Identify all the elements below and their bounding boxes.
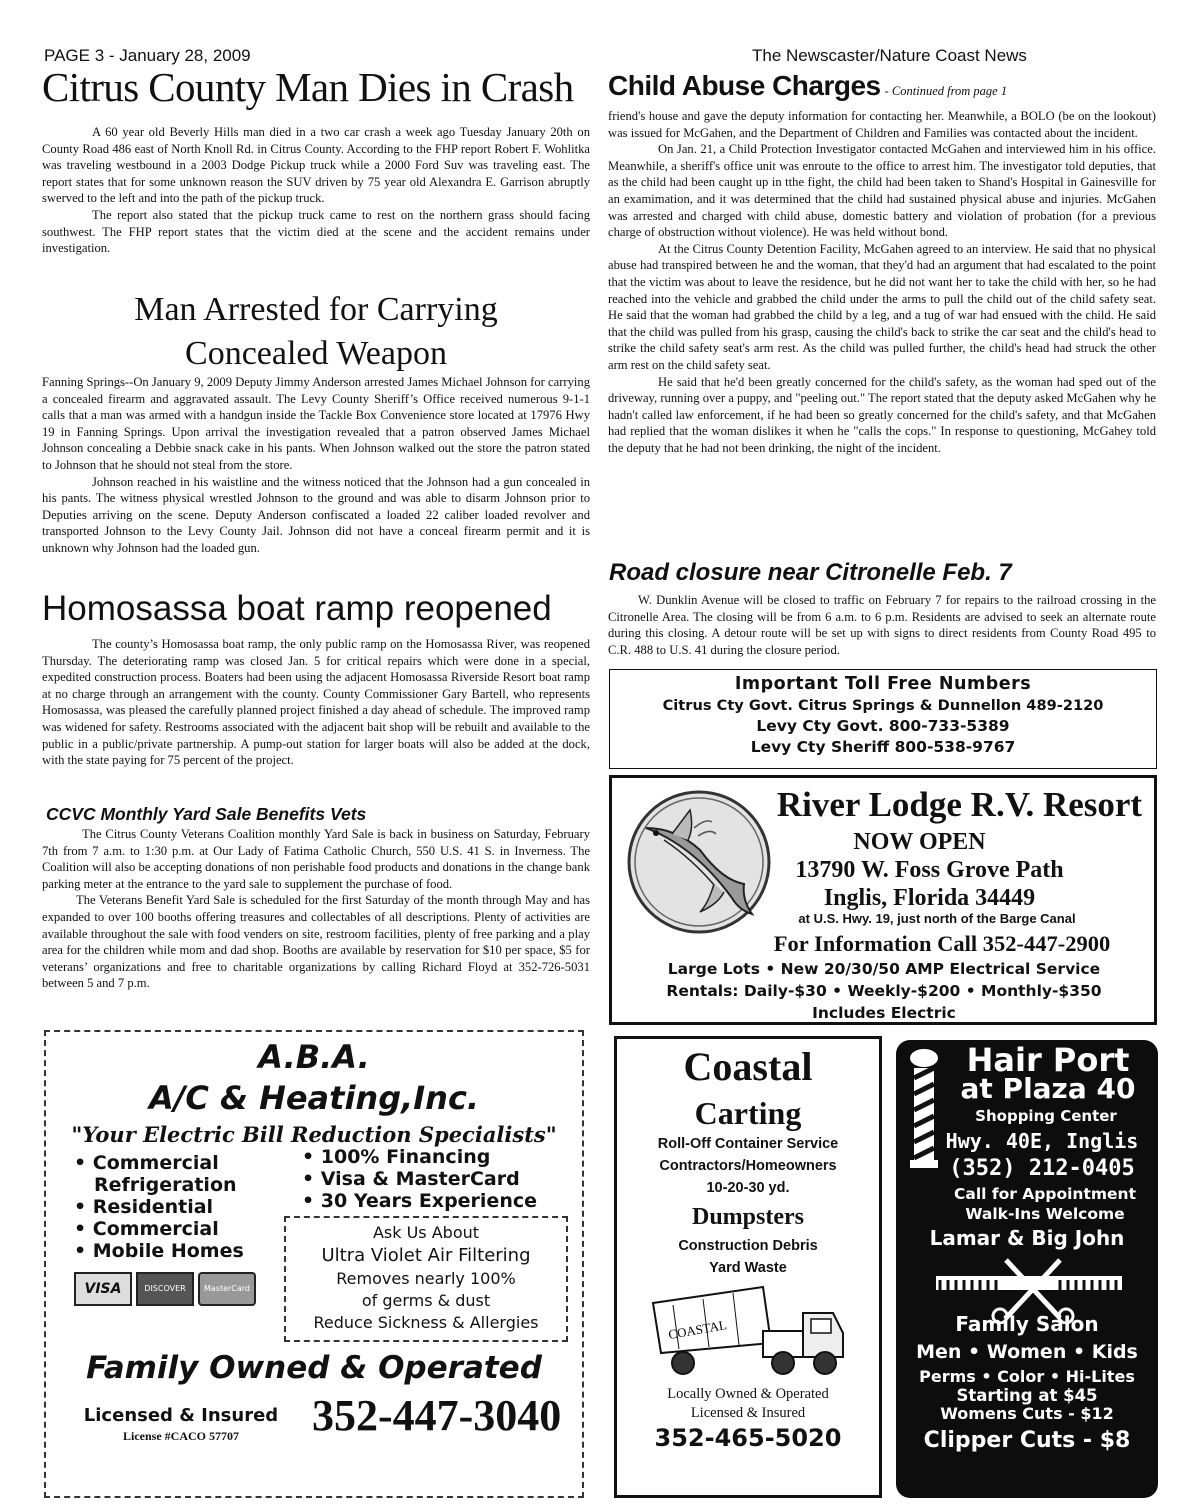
continued-note: - Continued from page 1 [884,84,1008,98]
uv-germs: of germs & dust [361,1291,491,1310]
hair-services: Perms • Color • Hi-Lites [919,1367,1135,1386]
aba-benefit-item: • 30 Years Experience [302,1190,537,1212]
weapon-paragraph: Fanning Springs--On January 9, 2009 Deputy Jimmy Anderson arrested James Michael Johnson for carrying a concealed firearm and aggravated assault. The Levy County Sheriff’s Office received numerous 9-1-1 calls that a man was armed with a handgun inside the Tackle Box Convenience store located at 17976 Hwy 19 in Fanning Springs. Upon arrival the investigation revealed that a patron observed James Michael Johnson concealing a Debbie snack cake in his pants. When Johnson walked out the store the patron stated to Johnson that he should not steal from the store. [42,375,590,472]
river-location: at U.S. Hwy. 19, just north of the Barge Canal [798,911,1076,926]
aba-phone: 352-447-3040 [312,1391,562,1440]
river-lots: Large Lots • New 20/30/50 AMP Electrical Service [667,960,1101,978]
ccvc-paragraph: The Veterans Benefit Yard Sale is scheduled for the first Saturday of the month through May and has expanded to over 100 booths offering treasures and collectables of all descriptions. Plenty of activities are available throughout the sale with food venders on site, restroom facilities, plenty of free parking and a play area for the children while mom and dad shop. Booths are available by reservation for $10 per space, $5 for veterans’ organizations and free to charitable organizations by calling Richard Floyd at 352-726-5031 between 5 and 7 p.m. [42,893,590,991]
aba-title: A.B.A. [258,1038,370,1076]
plaza-title: at Plaza 40 [960,1072,1136,1105]
truck-lettering: COASTAL [667,1317,728,1343]
river-lodge-ad [609,775,1157,1025]
weapon-headline-line1: Man Arrested for Carrying [134,291,498,328]
coastal-carting-ad [614,1036,882,1498]
hair-stylists: Lamar & Big John [929,1226,1125,1250]
aba-ad [44,1030,584,1498]
abuse-paragraph: He said that he'd been greatly concerned for the child's safety, as the woman had sped out of the driveway, running over a puppy, and "peeling out." The report stated that the deputy asked McGahen why he hadn't called law enforcement, if he had been so greatly concerned for the child's safety, and that McGahen had replied that the woman dislikes it when he "calls the cops." In response to questioning, McGahey told the deputy that he had not been drinking, the night of the incident. [608,374,1156,455]
dump-truck-illustration [617,1283,879,1379]
crash-headline: Citrus County Man Dies in Crash [42,64,574,110]
toll-free-line: Citrus Cty Govt. Citrus Springs & Dunnellon 489-2120 [662,697,1104,714]
toll-free-box [609,669,1157,769]
river-includes: Includes Electric [812,1004,956,1022]
river-address-line2: Inglis, Florida 34449 [823,885,1036,911]
uv-reduce: Reduce Sickness & Allergies [313,1313,539,1332]
uv-filter-box [284,1216,568,1342]
boat-paragraph: The county’s Homosassa boat ramp, the only public ramp on the Homosassa River, was reopened Thursday. The deteriorating ramp was closed Jan. 5 for critical repairs which were done in a special, expedited construction process. Boaters had been using the adjacent Homosassa Riverside Resort boat ramp at no charge through an arrangement with the county. County Commissioner Gary Bartell, who represents Homosassa, was pleased the carefully planned project finished a day ahead of schedule. The improved ramp was widened for safety. Restrooms associated with the adjacent bait shop will be rebuilt and available to the public in a public/private partnership. A pump-out station for larger boats will also be added at the dock, with the state paying for 75 percent of the project. [42,637,590,768]
hair-walkins: Walk-Ins Welcome [965,1205,1125,1223]
aba-license-number: License #CACO 57707 [123,1429,239,1443]
road-paragraph: W. Dunklin Avenue will be closed to traffic on February 7 for repairs to the railroad crossing in the Citronelle Area. The closing will be from 6 a.m. to 6 p.m. Residents are advised to seek an alternate route during this closing. A detour route will be set up with signs to direct residents from County Road 495 to C.R. 488 to U.S. 41 during the closure period. [608,593,1156,657]
coastal-title: Coastal [683,1044,813,1089]
abuse-paragraph: friend's house and gave the deputy information for contacting her. Meanwhile, a BOLO (be on the lookout) was issued for McGahen, and the Department of Children and Families was contacted about the incident. [608,109,1156,140]
abuse-headline: Child Abuse Charges [608,70,881,101]
page-date: PAGE 3 - January 28, 2009 [44,46,251,65]
hair-womens-price: Womens Cuts - $12 [940,1404,1114,1423]
hair-clipper-price: Clipper Cuts - $8 [923,1428,1131,1453]
aba-subtitle: A/C & Heating,Inc. [148,1079,480,1117]
hair-call: Call for Appointment [954,1185,1136,1203]
hair-port-title: Hair Port [966,1041,1130,1079]
aba-service-item: • Commercial [74,1152,219,1174]
toll-free-line: Levy Cty Govt. 800-733-5389 [756,717,1010,735]
hair-address: Hwy. 40E, Inglis [945,1129,1139,1153]
river-address-line1: 13790 W. Foss Grove Path [795,857,1064,883]
boat-headline: Homosassa boat ramp reopened [42,589,552,628]
coastal-service: Roll-Off Container Service [657,1136,839,1152]
publication-name: The Newscaster/Nature Coast News [752,46,1027,65]
dumpsters-title: Dumpsters [692,1204,804,1230]
uv-title: Ultra Violet Air Filtering [321,1245,531,1266]
hair-clients: Men • Women • Kids [916,1341,1138,1363]
abuse-paragraph: On Jan. 21, a Child Protection Investigator contacted McGahen and interviewed him in his office. Meanwhile, a sheriff's office unit was enroute to the office to arrest him. The investigator told deputies, that as the child had been caught up in tthe fight, the child had been taken to Shand's Hospital in Gainesville for an examimation, and it was determined that the child had sustained physical abuse and injuries. McGahen was arrested and charged with child abuse, domestic battery and violation of probation (for a previous charge of obstruction without violence). He was held without bond. [608,142,1156,240]
aba-slogan: "Your Electric Bill Reduction Specialists" [71,1122,557,1147]
now-open: NOW OPEN [853,829,986,855]
aba-family-owned: Family Owned & Operated [86,1350,542,1386]
aba-service-item: Refrigeration [94,1174,237,1196]
aba-service-item: • Commercial [74,1218,219,1240]
carting-title: Carting [694,1095,802,1131]
aba-benefit-item: • Visa & MasterCard [302,1168,520,1190]
shopping-center: Shopping Center [975,1107,1117,1125]
uv-removes: Removes nearly 100% [336,1269,516,1288]
discover-logo: DISCOVER [136,1272,194,1306]
crash-paragraph: A 60 year old Beverly Hills man died in a two car crash a week ago Tuesday January 20th on County Road 486 east of North Knoll Rd. in Citrus County. According to the FHP report Robert F. Wohlitka was traveling westbound in a 2003 Dodge Pickup truck while a 2000 Ford Suv was traveling east. The report states that for some unknown reason the SUV driven by 75 year old Alexandra E. Garrison abruptly swerved to the left and into the path of the pickup truck. [42,125,590,206]
aba-licensed: Licensed & Insured [83,1405,279,1426]
river-lodge-title: River Lodge R.V. Resort [776,785,1143,824]
coastal-service: Yard Waste [709,1260,787,1276]
coastal-service: Construction Debris [678,1238,818,1254]
uv-ask: Ask Us About [372,1223,480,1242]
mastercard-logo: MasterCard [198,1272,256,1306]
toll-free-title: Important Toll Free Numbers [734,674,1032,694]
toll-free-line: Levy Cty Sheriff 800-538-9767 [750,738,1016,756]
hair-phone: (352) 212-0405 [949,1156,1135,1181]
aba-service-item: • Residential [74,1196,214,1218]
weapon-paragraph: Johnson reached in his waistline and the witness noticed that the Johnson had a gun concealed in his pants. The witness physical wrestled Johnson to the ground and was able to disarm Johnson prior to Deputies arriving on the scene. Deputy Anderson confiscated a loaded 22 caliber loaded revolver and transported Johnson to the Levy County Jail. Johnson did not have a conceal firearm permit and it is unknown why Johnson had the loaded gun. [42,474,590,555]
crash-paragraph: The report also stated that the pickup truck came to rest on the northern grass should facing southwest. The FHP report states that the victim died at the scene and the accident remains under investigation. [42,207,590,256]
hair-port-ad [896,1040,1158,1498]
ccvc-paragraph: The Citrus County Veterans Coalition monthly Yard Sale is back in business on Saturday, February 7th from 7 a.m. to 1:30 p.m. at Our Lady of Fatima Catholic Church, 550 U.S. 41 S. in Inverness. The Coalition will also be accepting donations of non perishable food products and donations in the change bank parking meter at the entrance to the yard sale to supplement the purchase of food. [42,827,590,891]
coastal-service: 10-20-30 yd. [706,1180,790,1196]
coastal-service: Contractors/Homeowners [659,1158,837,1174]
river-rentals: Rentals: Daily-$30 • Weekly-$200 • Monthly-$350 [666,982,1102,1000]
ccvc-headline: CCVC Monthly Yard Sale Benefits Vets [46,804,367,824]
coastal-phone: 352-465-5020 [654,1424,842,1452]
abuse-paragraph: At the Citrus County Detention Facility, McGahen agreed to an interview. He said that no physical abuse had transpired between he and the woman, that they'd had an argument that had escalated to the point that the victim was about to leave the residence, but he did not want her to take the child with her, so he had reached into the vehicle and grabbed the child under the arms to pull the child out of the child safety seat. He said that the woman had grabbed the child by a leg, and a tug of war had ensued with the child. He said that the child was pulled from his grasp, causing the child's back to strike the car seat and the child's head to strike the child safety seat's arm rest. As the child was pulled further, the child's head had struck the other arm rest on the child safety seat. [608,241,1156,372]
weapon-headline-line2: Concealed Weapon [185,335,447,372]
coastal-local: Locally Owned & Operated [667,1386,829,1402]
visa-logo: VISA [74,1272,132,1306]
river-info-phone: For Information Call 352-447-2900 [773,931,1111,956]
aba-benefit-item: • 100% Financing [302,1146,491,1168]
hair-starting-price: Starting at $45 [956,1386,1098,1405]
credit-card-logos [74,1272,264,1308]
family-salon: Family Salon [955,1312,1099,1336]
aba-service-item: • Mobile Homes [74,1240,244,1262]
road-headline: Road closure near Citronelle Feb. 7 [609,559,1012,586]
coastal-licensed: Licensed & Insured [690,1405,806,1421]
